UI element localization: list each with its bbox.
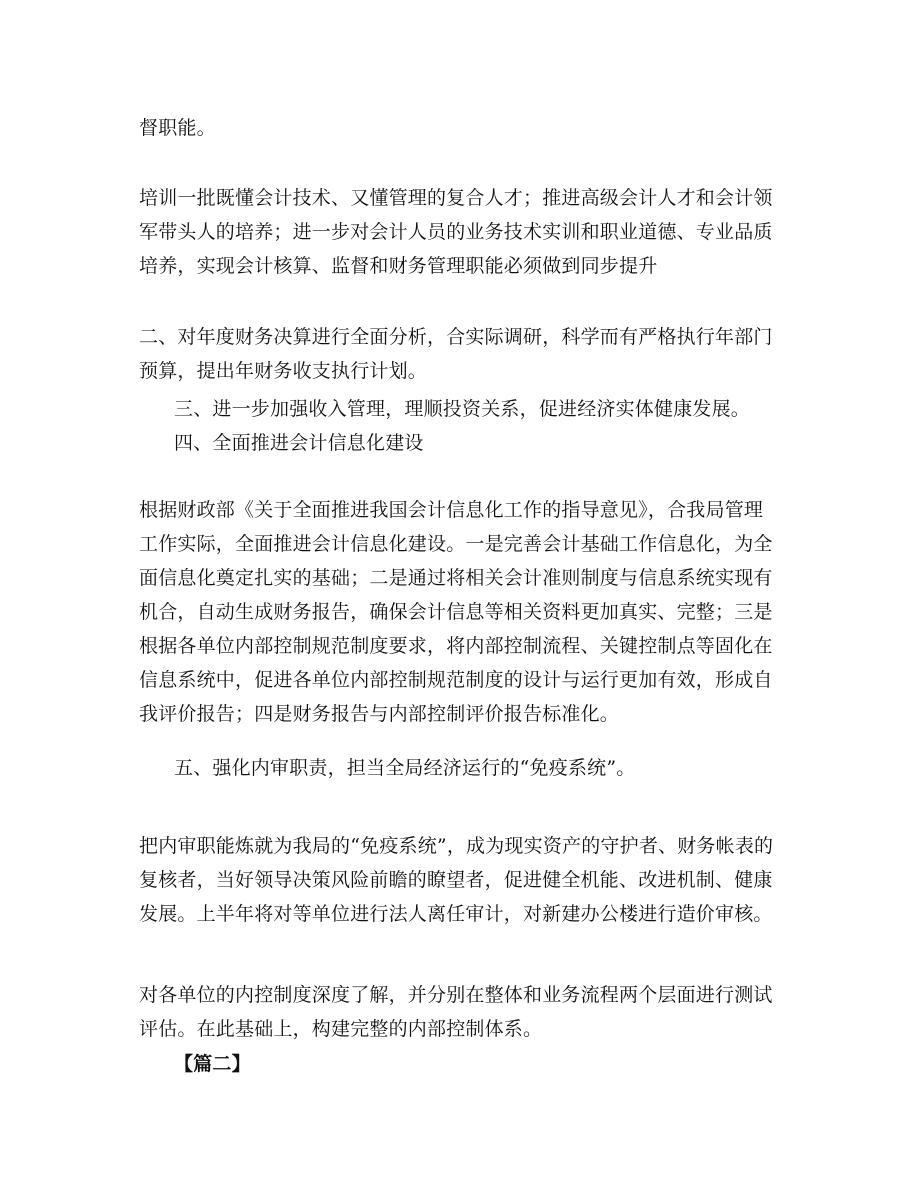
paragraph-7: 五、强化内审职责，担当全局经济运行的“免疫系统”。 xyxy=(174,757,636,779)
paragraph-9: 对各单位的内控制度深度了解，并分别在整体和业务流程两个层面进行测试评估。在此基础上，构建完整的内部控制体系。 xyxy=(139,984,773,1040)
section-heading: 【篇二】 xyxy=(174,1053,251,1075)
paragraph-2: 培训一批既懂会计技术、又懂管理的复合人才；推进高级会计人才和会计领军带头人的培养；进一步对会计人员的业务技术实训和职业道德、专业品质培养，实现会计核算、监督和财务管理职能必须做到同步提升 xyxy=(139,187,773,277)
paragraph-4: 三、进一步加强收入管理，理顺投资关系，促进经济实体健康发展。 xyxy=(174,398,751,420)
paragraph-3: 二、对年度财务决算进行全面分析，合实际调研，科学而有严格执行年部门预算，提出年财务收支执行计划。 xyxy=(139,326,773,382)
paragraph-5: 四、全面推进会计信息化建设 xyxy=(174,432,424,454)
paragraph-8: 把内审职能炼就为我局的“免疫系统”，成为现实资产的守护者、财务帐表的复核者，当好领导决策风险前瞻的瞭望者，促进健全机能、改进机制、健康发展。上半年将对等单位进行法人离任审计，对新建办公楼进行造价审核。 xyxy=(139,835,774,925)
paragraph-1: 督职能。 xyxy=(139,117,216,139)
paragraph-6: 根据财政部《关于全面推进我国会计信息化工作的指导意见》，合我局管理工作实际，全面推进会计信息化建设。一是完善会计基础工作信息化，为全面信息化奠定扎实的基础；二是通过将相关会计准则制度与信息系统实现有机合，自动生成财务报告，确保会计信息等相关资料更加真实、完整；三是根据各单位内部控制规范制度要求，将内部控制流程、关键控制点等固化在信息系统中，促进各单位内部控制规范制度的设计与运行更加有效，形成自我评价报告；四是财务报告与内部控制评价报告标准化。 xyxy=(139,499,773,725)
